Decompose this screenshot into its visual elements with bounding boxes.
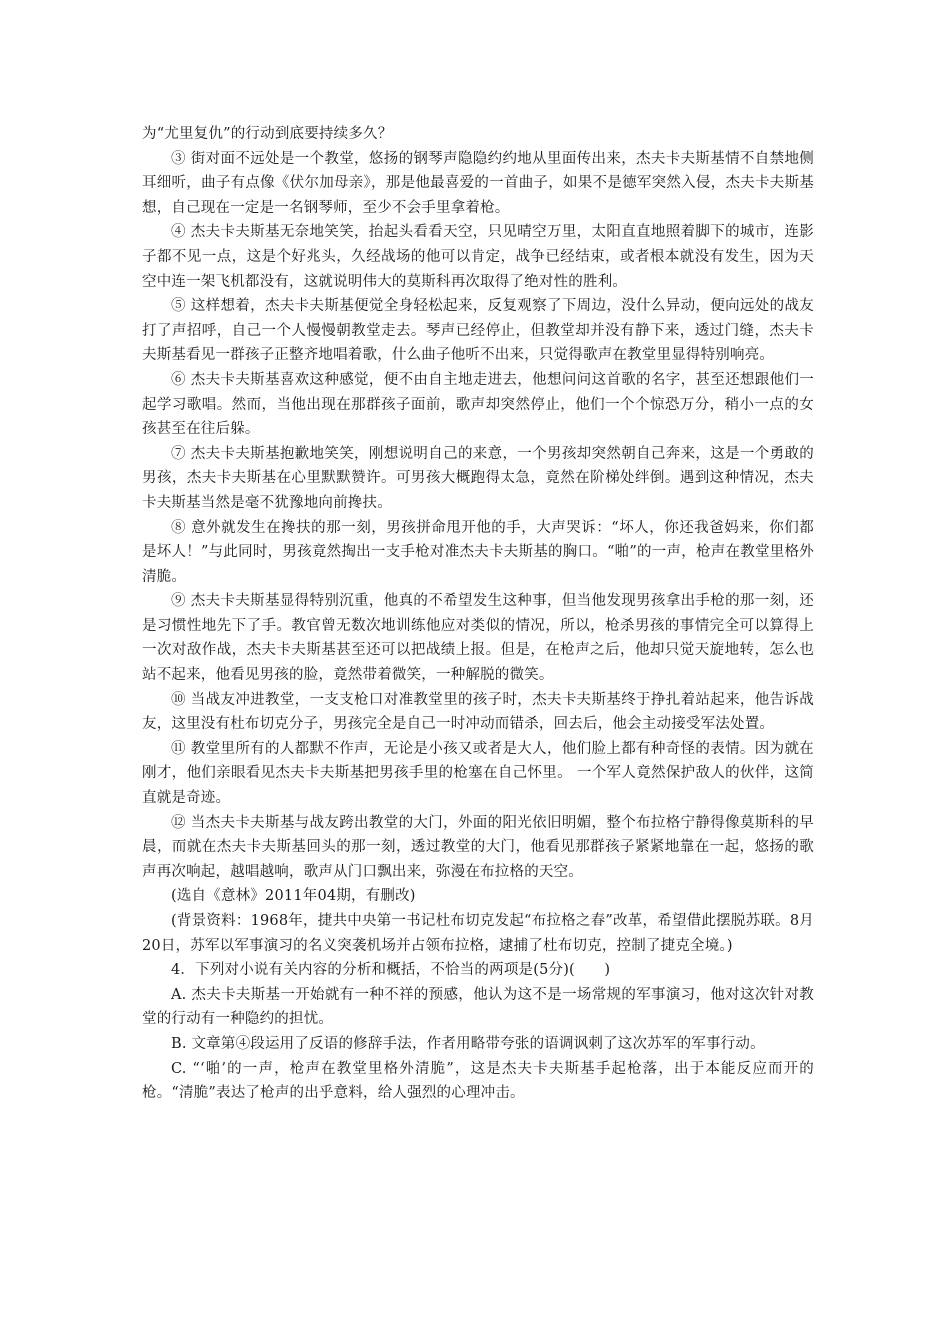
paragraph-4: ④ 杰夫卡夫斯基无奈地笑笑，抬起头看看天空，只见晴空万里，太阳直直地照着脚下的城市，连影子都不见一点，这是个好兆头，久经战场的他可以肯定，战争已经结束，或者根本就没有发生，因为天空中连一架飞机都没有，这就说明伟大的莫斯科再次取得了绝对性的胜利。: [142, 224, 814, 290]
option-b: B. 文章第④段运用了反语的修辞手法，作者用略带夸张的语调讽刺了这次苏军的军事行动。: [171, 1035, 765, 1052]
paragraph-6: ⑥ 杰夫卡夫斯基喜欢这种感觉，便不由自主地走进去，他想问问这首歌的名字，甚至还想跟他们一起学习歌唱。然而，当他出现在那群孩子面前，歌声却突然停止，他们一个个惊恐万分，稍小一点的女孩甚至在往后躲。: [142, 371, 814, 438]
paragraph-7: ⑦ 杰夫卡夫斯基抱歉地笑笑，刚想说明自己的来意，一个男孩却突然朝自己奔来，这是一个勇敢的男孩，杰夫卡夫斯基在心里默默赞许。可男孩大概跑得太急，竟然在阶梯处绊倒。遇到这种情况，杰夫卡夫斯基当然是毫不犹豫地向前搀扶。: [142, 445, 814, 511]
document-page: [142, 122, 814, 1106]
option-a: A. 杰夫卡夫斯基一开始就有一种不祥的预感，他认为这不是一场常规的军事演习，他对这次针对教堂的行动有一种隐约的担忧。: [142, 986, 814, 1028]
background-note: (背景资料：1968年，捷共中央第一书记杜布切克发起“布拉格之春”改革，希望借此摆脱苏联。8月20日，苏军以军事演习的名义突袭机场并占领布拉格，逮捕了杜布切克，控制了捷克全境。): [142, 913, 814, 954]
question-stem: 4．下列对小说有关内容的分析和概括，不恰当的两项是(5分)( ): [171, 962, 611, 979]
paragraph-12: ⑫ 当杰夫卡夫斯基与战友跨出教堂的大门，外面的阳光依旧明媚，整个布拉格宁静得像莫斯科的早晨，而就在杰夫卡夫斯基回头的那一刻，透过教堂的大门，他看见那群孩子紧紧地靠在一起，悠扬的歌声再次响起，越唱越响，歌声从门口飘出来，弥漫在布拉格的天空。: [142, 814, 814, 880]
paragraph-3: ③ 街对面不远处是一个教堂，悠扬的钢琴声隐隐约约地从里面传出来，杰夫卡夫斯基情不自禁地侧耳细听，曲子有点像《伏尔加母亲》，那是他最喜爱的一首曲子，如果不是德军突然入侵，杰夫卡夫斯基想，自己现在一定是一名钢琴师，至少不会手里拿着枪。: [142, 150, 814, 216]
paragraph-5: ⑤ 这样想着，杰夫卡夫斯基便觉全身轻松起来，反复观察了下周边，没什么异动，便向远处的战友打了声招呼，自己一个人慢慢朝教堂走去。琴声已经停止，但教堂却并没有静下来，透过门缝，杰夫卡夫斯基看见一群孩子正整齐地唱着歌，什么曲子他听不出来，只觉得歌声在教堂里显得特别响亮。: [142, 298, 814, 364]
paragraph-9: ⑨ 杰夫卡夫斯基显得特别沉重，他真的不希望发生这种事，但当他发现男孩拿出手枪的那一刻，还是习惯性地先下了手。教官曾无数次地训练他应对类似的情况，所以，枪杀男孩的事情完全可以算得上一次对敌作战，杰夫卡夫斯基甚至还可以把战绩上报。但是，在枪声之后，他却只觉天旋地转，怎么也站不起来，他看见男孩的脸，竟然带着微笑，一种解脱的微笑。: [142, 593, 814, 684]
source-citation: (选自《意林》2011年04期，有删改): [171, 888, 416, 905]
paragraph-8: ⑧ 意外就发生在搀扶的那一刻，男孩拼命甩开他的手，大声哭诉：“坏人，你还我爸妈来，你们都是坏人！”与此同时，男孩竟然掏出一支手枪对准杰夫卡夫斯基的胸口。“啪”的一声，枪声在教堂里格外清脆。: [142, 519, 814, 585]
paragraph-10: ⑩ 当战友冲进教堂，一支支枪口对准教堂里的孩子时，杰夫卡夫斯基终于挣扎着站起来，他告诉战友，这里没有杜布切克分子，男孩完全是自己一时冲动而错杀，回去后，他会主动接受军法处置。: [142, 691, 814, 733]
option-c: C. “‘啪’的一声，枪声在教堂里格外清脆”，这是杰夫卡夫斯基手起枪落，出于本能反应而开的枪。“清脆”表达了枪声的出乎意料，给人强烈的心理冲击。: [142, 1060, 814, 1102]
paragraph-continuation: 为“尤里复仇”的行动到底要持续多久？: [142, 126, 393, 142]
paragraph-11: ⑪ 教堂里所有的人都默不作声，无论是小孩又或者是大人，他们脸上都有种奇怪的表情。因为就在刚才，他们亲眼看见杰夫卡夫斯基把男孩手里的枪塞在自己怀里。 一个军人竟然保护敌人的伙伴，这简直就是奇迹。: [142, 740, 814, 807]
